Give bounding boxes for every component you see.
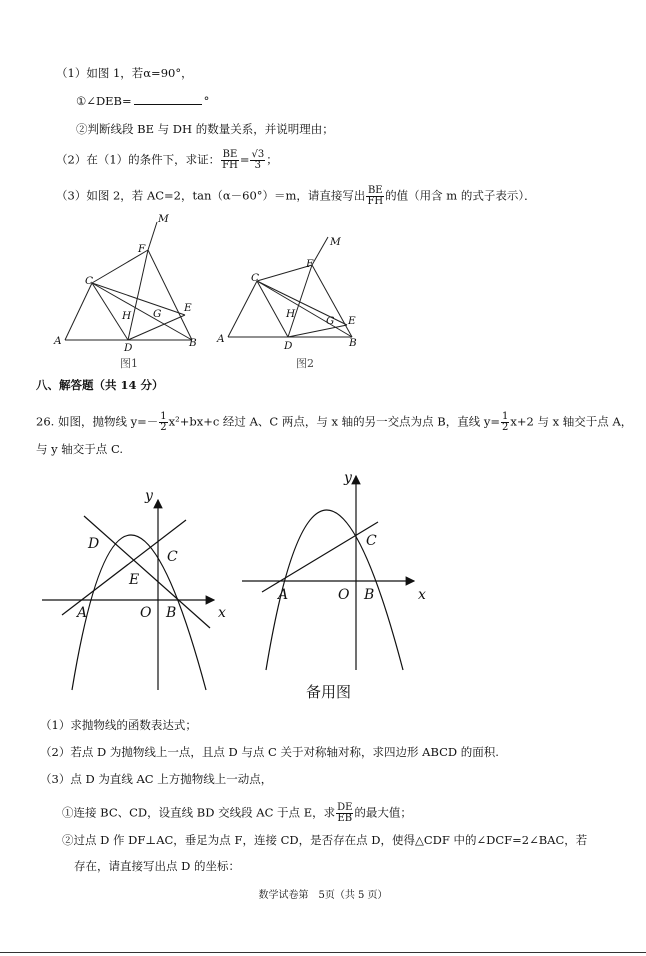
q26-text-b: x²+bx+c 经过 A、C 两点，与 x 轴的另一交点为点 B，直线 y= bbox=[168, 414, 501, 429]
graph1-label-o: O bbox=[140, 605, 152, 621]
graph2-label-x: x bbox=[418, 587, 426, 603]
graph1-label-c: C bbox=[167, 549, 178, 565]
q26-text-a: 26. 如图，抛物线 y=－ bbox=[36, 414, 159, 429]
fig2-label-b: B bbox=[349, 337, 357, 349]
graph2-caption: 备用图 bbox=[306, 683, 352, 701]
fig2-label-m: M bbox=[330, 236, 341, 248]
fraction-de-eb bbox=[336, 803, 353, 824]
fig2-label-g: G bbox=[326, 315, 335, 327]
fig2-caption: 图2 bbox=[296, 357, 314, 370]
bottom-rule bbox=[0, 952, 646, 953]
q25-part1: （1）如图 1，若α=90°， bbox=[56, 66, 193, 80]
q25-part1-2: ②判断线段 BE 与 DH 的数量关系，并说明理由； bbox=[76, 122, 334, 136]
graph1-label-y: y bbox=[145, 488, 153, 504]
q25-part1-1-unit: ° bbox=[203, 94, 210, 108]
q26-part2: （2）若点 D 为抛物线上一点，且点 D 与点 C 关于对称轴对称，求四边形 ABCD 的面积. bbox=[40, 745, 499, 759]
fig2-label-a: A bbox=[217, 333, 225, 345]
graph-2 bbox=[242, 476, 414, 670]
fig1-label-d: D bbox=[124, 342, 133, 354]
fraction-numerator: BE bbox=[222, 149, 238, 160]
q25-part3-end: 的值（用含 m 的式子表示）． bbox=[385, 188, 536, 203]
q26-line2: 与 y 轴交于点 C. bbox=[36, 442, 124, 456]
fraction-denominator: EB bbox=[337, 813, 353, 824]
q26-part3-2-line1: ②过点 D 作 DF⊥AC，垂足为点 F，连接 CD，是否存在点 D，使得△CDF 中的∠DCF=2∠BAC，若 bbox=[62, 833, 588, 847]
fig1-label-m: M bbox=[158, 213, 169, 225]
fig1-label-f: F bbox=[138, 243, 146, 255]
fig1-label-e: E bbox=[184, 302, 192, 314]
q26-part3-1-text: ①连接 BC、CD，设直线 BD 交线段 AC 于点 E，求 bbox=[62, 805, 336, 820]
graph2-label-y: y bbox=[344, 470, 352, 486]
graph1-label-e: E bbox=[129, 572, 140, 588]
fraction-denominator: 2 bbox=[160, 422, 167, 433]
graph1-label-d: D bbox=[88, 536, 100, 552]
q25-part1-1-text: ①∠DEB= bbox=[76, 94, 132, 108]
q25-part3-text: （3）如图 2，若 AC=2，tan（α－60°）＝m，请直接写出 bbox=[56, 188, 366, 203]
fraction-numerator: 1 bbox=[502, 411, 509, 422]
fig1-label-b: B bbox=[189, 337, 197, 349]
fig2-label-c: C bbox=[251, 272, 260, 284]
fig2-label-h: H bbox=[286, 308, 296, 320]
graph2-label-b: B bbox=[364, 587, 375, 603]
line-ac bbox=[62, 520, 186, 615]
fig2-label-f: F bbox=[306, 258, 314, 270]
fig1-label-c: C bbox=[85, 275, 94, 287]
graph1-label-b: B bbox=[166, 605, 177, 621]
fraction-denominator: 2 bbox=[502, 422, 509, 433]
graph2-label-c: C bbox=[366, 533, 377, 549]
q26-part3: （3）点 D 为直线 AC 上方抛物线上一动点， bbox=[40, 772, 273, 786]
fig2-label-d: D bbox=[284, 340, 293, 352]
section-heading: 八、解答题（共 14 分） bbox=[36, 378, 164, 392]
fraction-denominator: FH bbox=[367, 196, 384, 207]
fraction-numerator: DE bbox=[337, 802, 353, 813]
equals-sign: = bbox=[239, 152, 250, 167]
graph-2-labels bbox=[276, 470, 426, 603]
fig1-label-h: H bbox=[122, 310, 132, 322]
fig1-label-g: G bbox=[153, 308, 162, 320]
q26-text-c: x+2 与 x 轴交于点 A， bbox=[510, 414, 633, 429]
q26-part3-1 bbox=[62, 803, 412, 824]
q26-part1: （1）求抛物线的函数表达式； bbox=[40, 718, 197, 732]
graph2-label-a: A bbox=[278, 587, 289, 603]
page-footer: 数学试卷第 5页（共 5 页） bbox=[258, 890, 388, 901]
graph2-label-o: O bbox=[338, 587, 350, 603]
graph1-label-x: x bbox=[218, 605, 226, 621]
fig1-caption: 图1 bbox=[120, 357, 138, 370]
q26-part3-2-line2: 存在，请直接写出点 D 的坐标： bbox=[74, 859, 241, 873]
q25-part2-text: （2）在（1）的条件下，求证： bbox=[56, 152, 221, 167]
fig2-label-e: E bbox=[348, 315, 356, 327]
fraction-denominator: FH bbox=[222, 160, 238, 171]
fraction-numerator: √3 bbox=[251, 149, 265, 160]
fraction-denominator: 3 bbox=[254, 160, 261, 171]
fig1-label-a: A bbox=[54, 335, 62, 347]
q26-part3-1-end: 的最大值； bbox=[354, 805, 412, 820]
fraction-numerator: 1 bbox=[160, 411, 167, 422]
graph-1-labels bbox=[75, 488, 226, 621]
graph-1 bbox=[42, 500, 214, 690]
parabola bbox=[72, 535, 206, 690]
fraction-numerator: BE bbox=[367, 185, 383, 196]
q25-part2-end: ； bbox=[266, 152, 278, 167]
graph1-label-a: A bbox=[77, 605, 88, 621]
